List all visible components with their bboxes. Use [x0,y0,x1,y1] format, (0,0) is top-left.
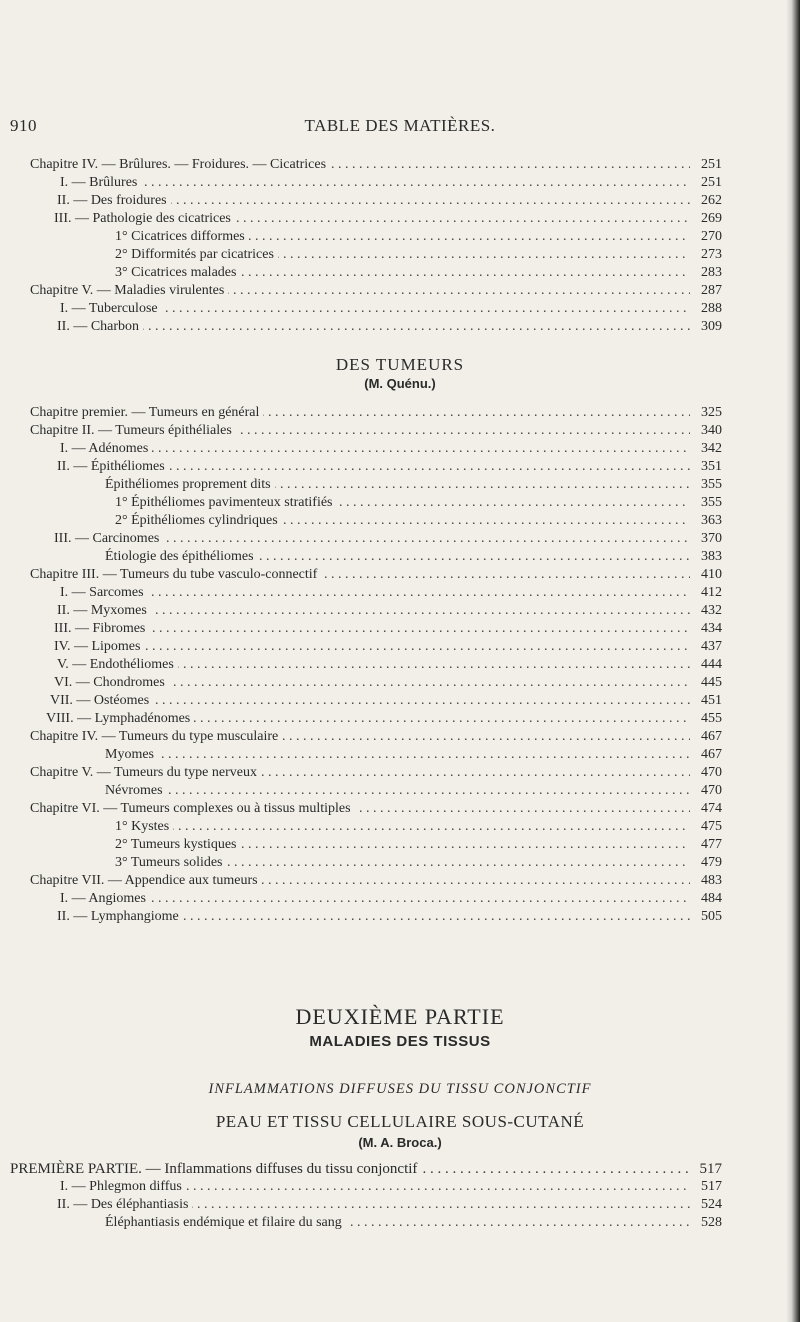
toc-entry: Chapitre IV. — Tumeurs du type musculaire . . . 467 [0,728,800,746]
toc-entry: Myomes . . . 467 [0,746,800,764]
toc-entry: Étiologie des épithéliomes . . . 383 [0,548,800,566]
toc-entry: Éléphantiasis endémique et filaire du sang . . . 528 [0,1214,800,1232]
toc-entry: Chapitre III. — Tumeurs du tube vasculo-connectif . . . 410 [0,566,800,584]
part-subheading: MALADIES DES TISSUS [309,1033,491,1050]
toc-entry: IV. — Lipomes . . . 437 [0,638,800,656]
toc-entry: 1° Kystes . . . 475 [0,818,800,836]
toc-entry: 1° Épithéliomes pavimenteux stratifiés . . . 355 [0,494,800,512]
toc-entry: I. — Adénomes . . . 342 [0,440,800,458]
toc-entry: II. — Épithéliomes . . . 351 [0,458,800,476]
toc-entry: I. — Phlegmon diffus . . . 517 [0,1178,800,1196]
toc-entry: PREMIÈRE PARTIE. — Inflammations diffuses du tissu conjonctif . . . 517 [0,1160,800,1178]
toc-entry: Chapitre premier. — Tumeurs en général . . . 325 [0,404,800,422]
toc-entry: Chapitre IV. — Brûlures. — Froidures. — Cicatrices . . . 251 [0,156,800,174]
toc-entry: 1° Cicatrices difformes . . . 270 [0,228,800,246]
toc-entry: I. — Brûlures . . . 251 [0,174,800,192]
toc-entry: III. — Pathologie des cicatrices . . . 269 [0,210,800,228]
toc-entry: III. — Carcinomes . . . 370 [0,530,800,548]
section-author-broca: (M. A. Broca.) [358,1135,442,1150]
toc-entry: Chapitre V. — Tumeurs du type nerveux . . . 470 [0,764,800,782]
running-header [0,116,800,138]
toc-entry: Chapitre VII. — Appendice aux tumeurs . . . 483 [0,872,800,890]
toc-entry: Névromes . . . 470 [0,782,800,800]
toc-entry: VI. — Chondromes . . . 445 [0,674,800,692]
toc-entry: 3° Cicatrices malades . . . 283 [0,264,800,282]
toc-entry: II. — Des éléphantiasis . . . 524 [0,1196,800,1214]
toc-entry: 2° Difformités par cicatrices . . . 273 [0,246,800,264]
toc-entry: II. — Myxomes . . . 432 [0,602,800,620]
toc-entry: Épithéliomes proprement dits . . . 355 [0,476,800,494]
toc-entry: Chapitre II. — Tumeurs épithéliales . . . 340 [0,422,800,440]
toc-entry: I. — Tuberculose . . . 288 [0,300,800,318]
toc-entry: Chapitre VI. — Tumeurs complexes ou à tissus multiples . . . 474 [0,800,800,818]
toc-entry: 2° Épithéliomes cylindriques . . . 363 [0,512,800,530]
toc-entry: 2° Tumeurs kystiques . . . 477 [0,836,800,854]
part-heading: DEUXIÈME PARTIE [295,1004,505,1029]
page-title: TABLE DES MATIÈRES. [304,116,496,135]
page-number: 910 [10,116,37,135]
peau-heading: PEAU ET TISSU CELLULAIRE SOUS-CUTANÉ [215,1112,585,1131]
toc-entry: II. — Charbon . . . 309 [0,318,800,336]
toc-entry: V. — Endothéliomes . . . 444 [0,656,800,674]
toc-entry: II. — Des froidures . . . 262 [0,192,800,210]
toc-entry: II. — Lymphangiome . . . 505 [0,908,800,926]
toc-entry: III. — Fibromes . . . 434 [0,620,800,638]
section-author-tumeurs: (M. Quénu.) [364,376,436,391]
toc-entry: I. — Sarcomes . . . 412 [0,584,800,602]
toc-entry: I. — Angiomes . . . 484 [0,890,800,908]
toc-entry: Chapitre V. — Maladies virulentes . . . 287 [0,282,800,300]
inflammations-heading: INFLAMMATIONS DIFFUSES DU TISSU CONJONCTIF [208,1081,592,1097]
toc-entry: VII. — Ostéomes . . . 451 [0,692,800,710]
toc-entry: VIII. — Lymphadénomes . . . 455 [0,710,800,728]
toc-entry: 3° Tumeurs solides . . . 479 [0,854,800,872]
section-heading-tumeurs: DES TUMEURS [335,355,465,374]
